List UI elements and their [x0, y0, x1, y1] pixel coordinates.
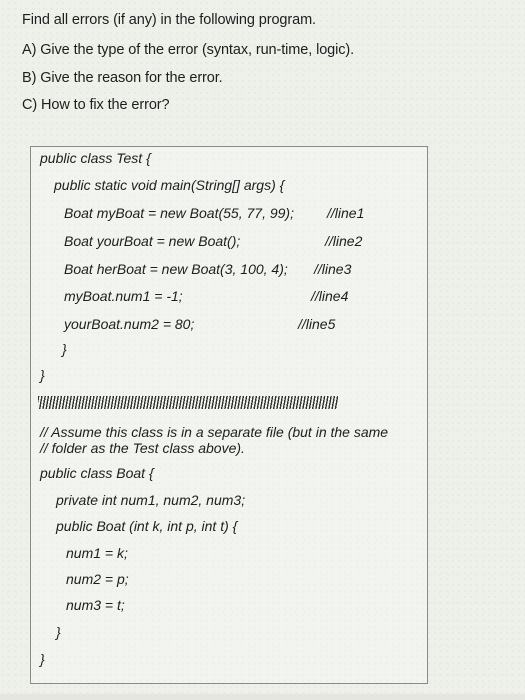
code-close-boat-brace: }	[40, 651, 45, 667]
code-main-signature: public static void main(String[] args) {	[54, 177, 285, 193]
code-comment-line1: //line1	[327, 205, 365, 221]
code-assign-num2: num2 = p;	[66, 571, 129, 587]
code-line-4: myBoat.num1 = -1;	[64, 288, 183, 304]
code-comment-line5: //line5	[298, 316, 336, 332]
question-part-c: C) How to fix the error?	[22, 97, 170, 113]
question-part-a: A) Give the type of the error (syntax, run-time, logic).	[22, 42, 355, 58]
code-line-5: yourBoat.num2 = 80;	[64, 316, 195, 332]
code-fields-declaration: private int num1, num2, num3;	[56, 492, 246, 508]
code-comment-line2: //line2	[325, 233, 363, 249]
code-note-line-1: // Assume this class is in a separate file (but in the same	[40, 424, 389, 440]
code-assign-num3: num3 = t;	[66, 597, 125, 613]
code-boat-class-header: public class Boat {	[40, 465, 154, 481]
code-assign-num1: num1 = k;	[66, 545, 128, 561]
code-line-3: Boat herBoat = new Boat(3, 100, 4);	[64, 261, 288, 277]
code-constructor-signature: public Boat (int k, int p, int t) {	[56, 518, 238, 534]
code-comment-line4: //line4	[311, 288, 349, 304]
code-test-class-header: public class Test {	[40, 150, 151, 166]
code-close-constructor-brace: }	[56, 624, 61, 640]
code-line-1: Boat myBoat = new Boat(55, 77, 99);	[64, 205, 294, 221]
page-bottom-edge	[0, 694, 525, 700]
code-note-line-2: // folder as the Test class above).	[40, 440, 245, 456]
code-line-2: Boat yourBoat = new Boat();	[64, 233, 241, 249]
separator-line	[38, 396, 338, 409]
code-comment-line3: //line3	[314, 261, 352, 277]
code-close-main-brace: }	[62, 341, 67, 357]
question-part-b: B) Give the reason for the error.	[22, 70, 223, 86]
question-title: Find all errors (if any) in the following program.	[22, 12, 316, 28]
code-close-test-brace: }	[40, 367, 45, 383]
